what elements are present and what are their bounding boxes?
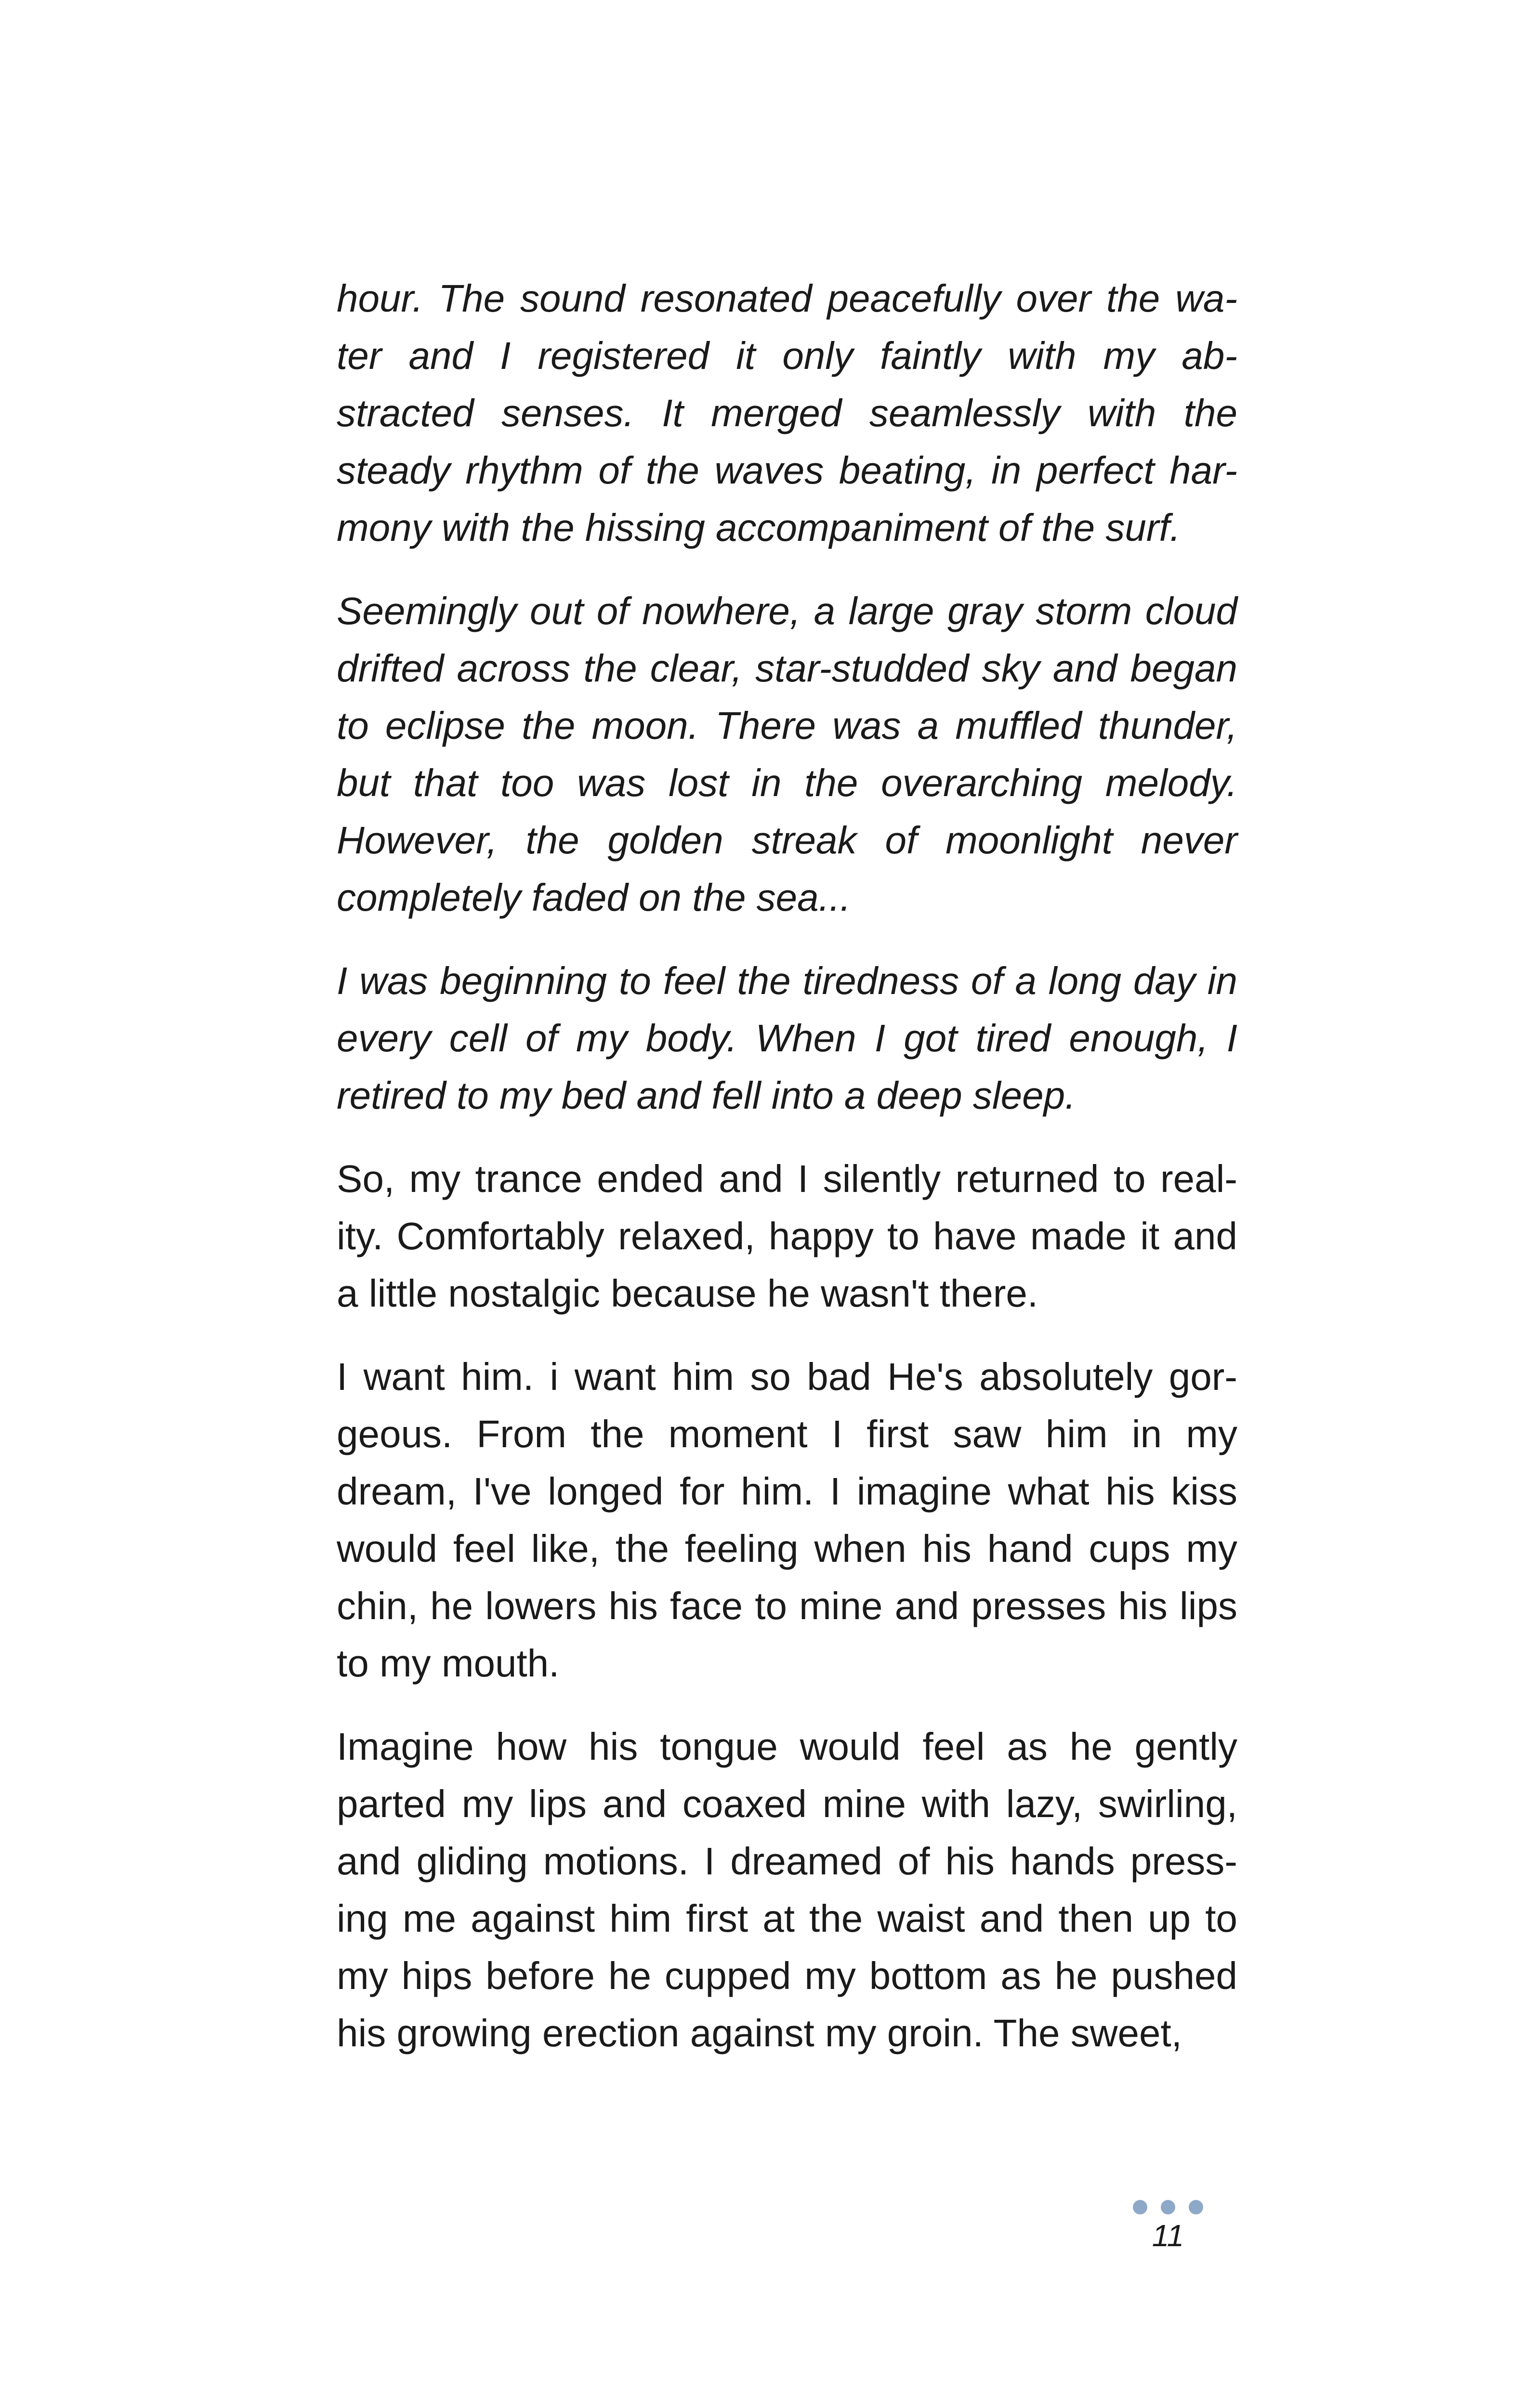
- paragraph-1: hour. The sound resonated peacefully over the wa- ter and I registered it only faintly with my ab- stracted senses. It merged seamlessly with the steady rhythm of the waves beating, in perfect har- mony with the hissing accompaniment of the surf.: [337, 277, 1237, 549]
- body-text: [337, 270, 1237, 2062]
- paragraph-3: I was beginning to feel the tiredness of a long day in every cell of my body. When I got tired enough, I retired to my bed and fell into a deep sleep.: [337, 959, 1237, 1117]
- ornament-dot: [1189, 2200, 1203, 2214]
- paragraph-6: Imagine how his tongue would feel as he gently parted my lips and coaxed mine with lazy, swirling, and gliding motions. I dreamed of his hands press- ing me against him first at the waist and then up to my hips before he cupped my bottom as he pushed his growing erection against my groin. The sweet,: [337, 1725, 1237, 2055]
- three-dots-ornament-icon: [1127, 2196, 1209, 2215]
- ornament-dot: [1161, 2200, 1175, 2214]
- paragraph-2: Seemingly out of nowhere, a large gray storm cloud drifted across the clear, star-studded sky and began to eclipse the moon. There was a muffled thunder, but that too was lost in the overarching melody. However, the golden streak of moonlight never completely faded on the sea...: [337, 589, 1237, 919]
- ornament-dot: [1133, 2200, 1147, 2214]
- page-number: 11: [1152, 2218, 1184, 2253]
- page-footer: [1127, 2196, 1209, 2268]
- paragraph-4: So, my trance ended and I silently returned to real- ity. Comfortably relaxed, happy to have made it and a little nostalgic because he wasn't there.: [337, 1157, 1237, 1315]
- paragraph-5: I want him. i want him so bad He's absolutely gor- geous. From the moment I first saw him in my dream, I've longed for him. I imagine what his kiss would feel like, the feeling when his hand cups my chin, he lowers his face to mine and presses his lips to my mouth.: [337, 1355, 1237, 1685]
